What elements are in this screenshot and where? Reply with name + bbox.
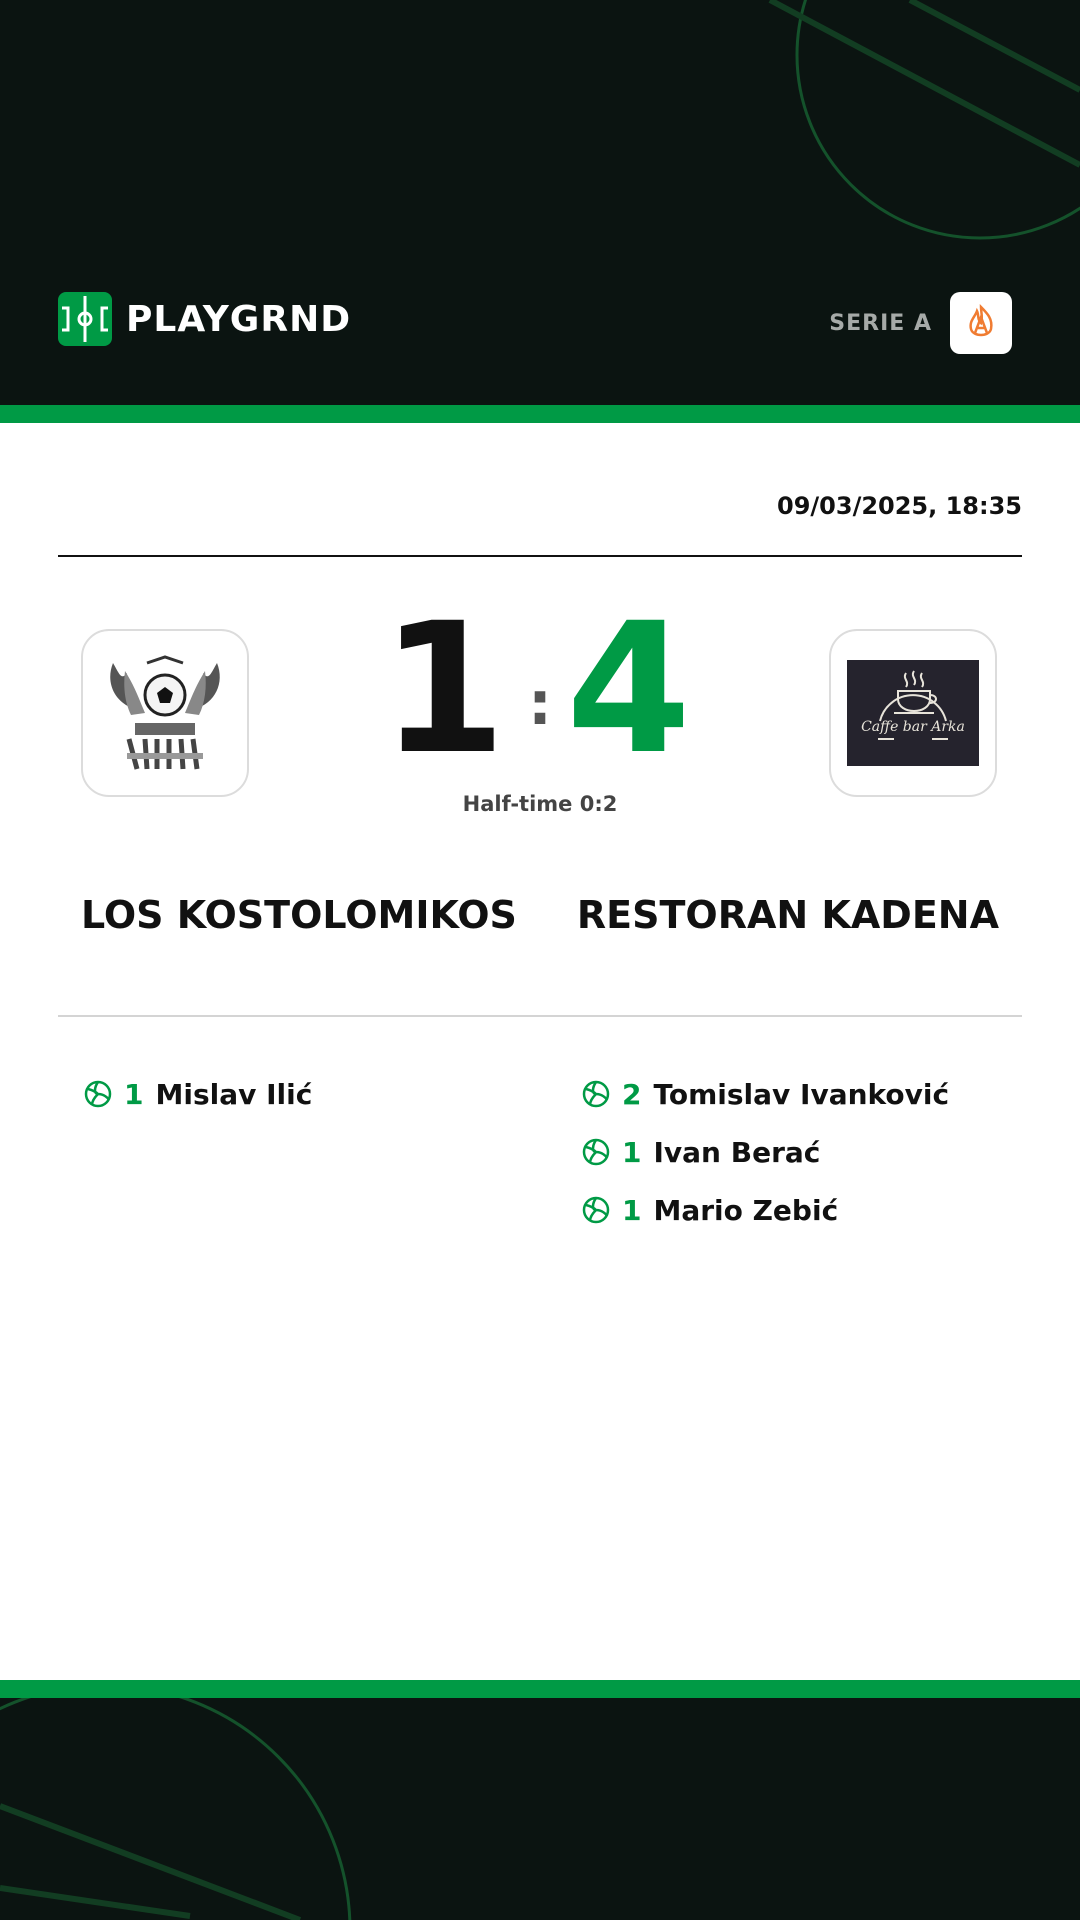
scoreboard	[0, 585, 1080, 794]
brand[interactable]	[58, 292, 351, 346]
player-name: Mislav Ilić	[155, 1077, 313, 1111]
league-logo	[950, 292, 1012, 354]
pitch-icon	[58, 292, 112, 346]
home-score: 1	[380, 585, 506, 794]
home-scorers	[84, 1065, 312, 1123]
away-scorers	[582, 1065, 949, 1239]
score-separator: :	[528, 669, 552, 739]
away-score: 4	[566, 585, 692, 794]
brand-name: PLAYGRND	[126, 298, 352, 340]
football-icon	[582, 1196, 610, 1224]
divider	[58, 555, 1022, 557]
svg-text:Caffe bar Arka: Caffe bar Arka	[861, 719, 965, 735]
scorer-row	[582, 1123, 949, 1181]
player-name: Mario Zebić	[653, 1193, 839, 1227]
footer-band	[0, 1698, 1080, 1920]
football-icon	[84, 1080, 112, 1108]
header-band	[0, 0, 1080, 405]
header-accent-bar	[0, 405, 1080, 423]
goal-count: 1	[124, 1077, 144, 1111]
league[interactable]	[829, 292, 1012, 354]
pitch-lines-decoration	[0, 1698, 1080, 1920]
football-icon	[582, 1080, 610, 1108]
divider	[58, 1015, 1022, 1017]
goal-count: 1	[622, 1135, 642, 1169]
scorer-row	[582, 1065, 949, 1123]
away-team-name: RESTORAN KADENA	[576, 893, 999, 937]
home-team-name: LOS KOSTOLOMIKOS	[81, 893, 517, 937]
flame-letter-a-logo-icon	[961, 303, 1001, 343]
halftime-score: Half-time 0:2	[462, 792, 618, 816]
scorer-row	[84, 1065, 312, 1123]
goal-count: 2	[622, 1077, 642, 1111]
match-datetime: 09/03/2025, 18:35	[777, 492, 1022, 520]
football-icon	[582, 1138, 610, 1166]
footer-accent-bar	[0, 1680, 1080, 1698]
player-name: Tomislav Ivanković	[653, 1077, 950, 1111]
player-name: Ivan Berać	[653, 1135, 821, 1169]
league-name: SERIE A	[829, 310, 932, 336]
scorer-row	[582, 1181, 949, 1239]
goal-count: 1	[622, 1193, 642, 1227]
